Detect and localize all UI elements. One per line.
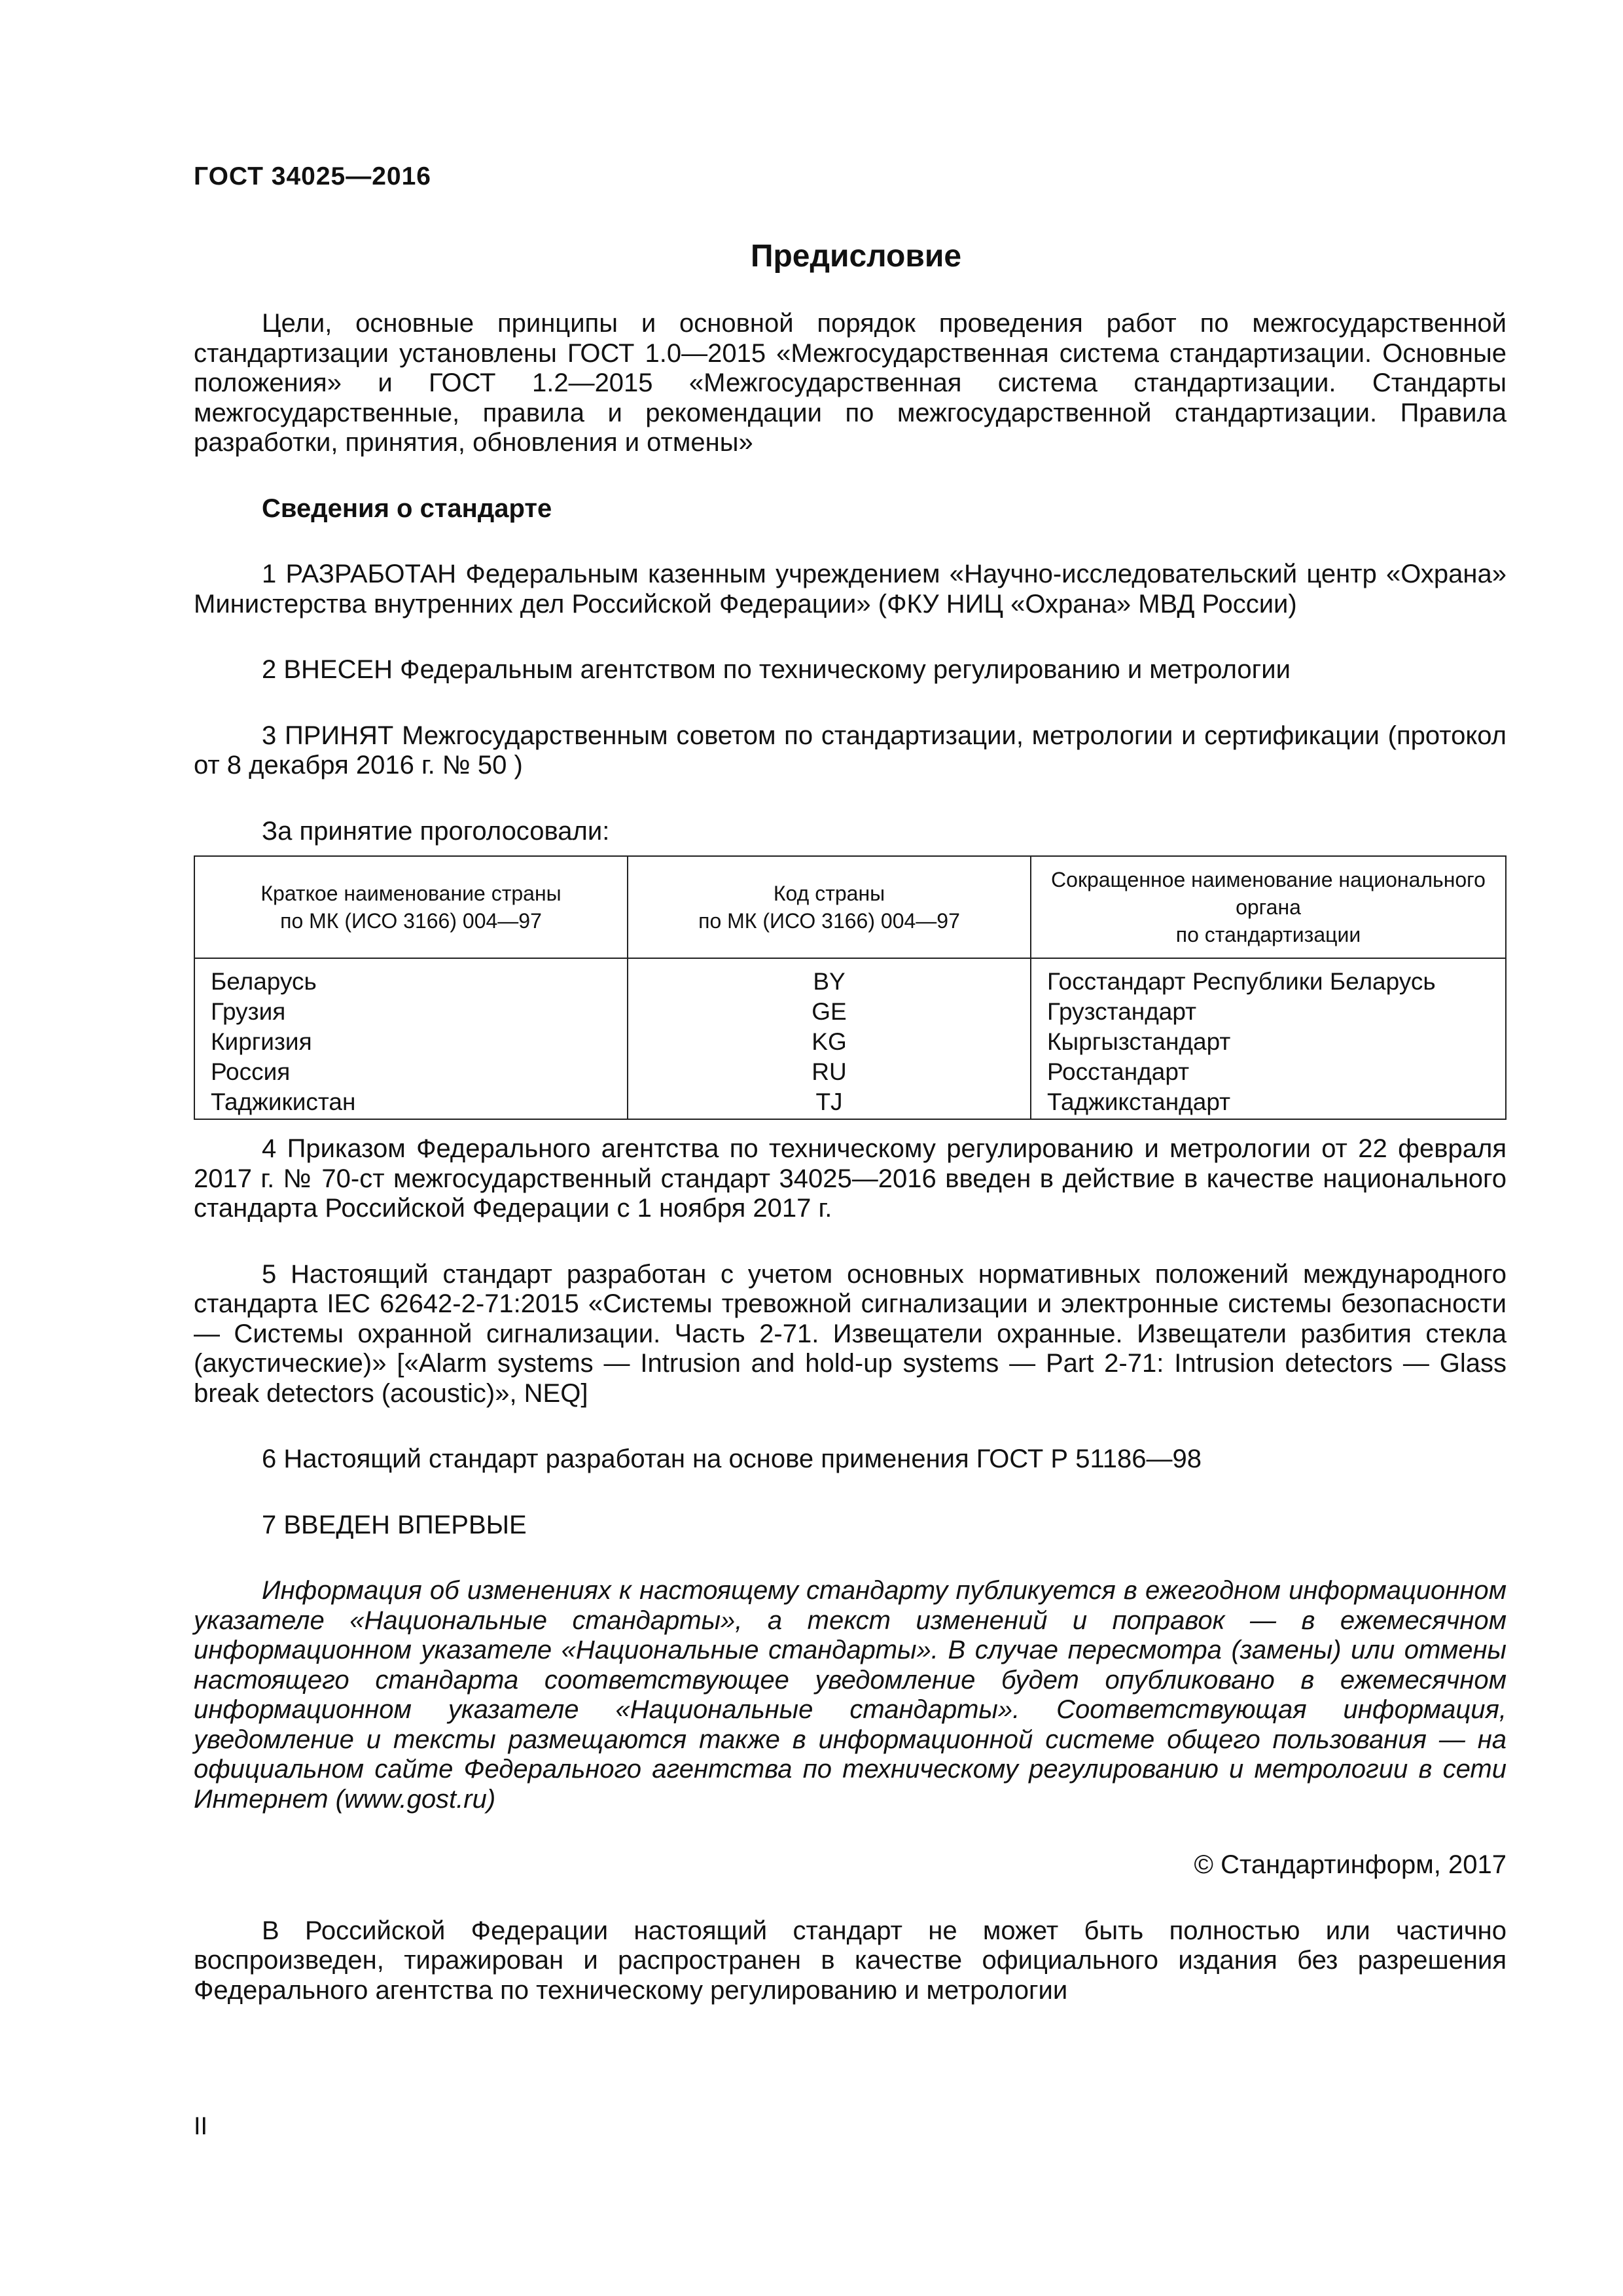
header-code-line1: Код страны [773,882,885,905]
cell-code: GE [628,997,1031,1027]
notice-paragraph: Информация об изменениях к настоящему стандарту публикуется в ежегодном информационном указателе «Национальные стандарты», а текст изменений и поправок — в ежемесячном информационном указателе «Национальные стандарты». В случае пересмотра (замены) или отмены настоящего стандарта соответствующее уведомление будет опубликовано в ежемесячном информационном указателе «Национальные стандарты». Соответствующая информация, уведомление и тексты размещаются также в информационной системе общего пользования — на официальном сайте Федерального агентства по техническому регулированию и метрологии в сети Интернет (www.gost.ru) [194,1576,1507,1814]
table-row [194,1027,1506,1057]
item-4-paragraph: 4 Приказом Федерального агентства по техническому регулированию и метрологии от 22 февраля 2017 г. № 70-ст межгосударственный стандарт 34025—2016 введен в действие в качестве национального стандарта Российской Федерации с 1 ноября 2017 г. [194,1134,1507,1223]
info-heading: Сведения о стандарте [262,493,552,523]
copyright-line: © Стандартинформ, 2017 [1194,1850,1507,1879]
item-3-paragraph: 3 ПРИНЯТ Межгосударственным советом по стандартизации, метрологии и сертификации (протокол от 8 декабря 2016 г. № 50 ) [194,721,1507,780]
cell-body: Грузстандарт [1031,997,1506,1027]
cell-code: RU [628,1057,1031,1087]
header-body [1031,856,1506,958]
cell-country: Беларусь [194,958,628,997]
voting-table [194,855,1507,1120]
table-row [194,1057,1506,1087]
item-6-paragraph: 6 Настоящий стандарт разработан на основе применения ГОСТ Р 51186—98 [262,1444,1202,1473]
table-row [194,997,1506,1027]
header-code [628,856,1031,958]
cell-body: Кыргызстандарт [1031,1027,1506,1057]
table-row [194,1087,1506,1119]
table-row [194,958,1506,997]
voted-caption: За принятие проголосовали: [262,816,610,846]
cell-country: Россия [194,1057,628,1087]
cell-body: Таджикстандарт [1031,1087,1506,1119]
header-country-line2: по МК (ИСО 3166) 004—97 [280,909,542,933]
cell-country: Грузия [194,997,628,1027]
rights-paragraph: В Российской Федерации настоящий стандарт не может быть полностью или частично воспроизведен, тиражирован и распространен в качестве официального издания без разрешения Федерального агентства по техническому регулированию и метрологии [194,1916,1507,2005]
header-country-line1: Краткое наименование страны [260,882,562,905]
cell-country: Киргизия [194,1027,628,1057]
item-2-paragraph: 2 ВНЕСЕН Федеральным агентством по техническому регулированию и метрологии [262,655,1291,684]
document-code-header: ГОСТ 34025—2016 [194,162,431,190]
cell-code: BY [628,958,1031,997]
table-header-row [194,856,1506,958]
notice-block [194,1576,1507,1814]
cell-body: Госстандарт Республики Беларусь [1031,958,1506,997]
header-country [194,856,628,958]
page-number: II [194,2113,208,2140]
header-body-line2: по стандартизации [1175,923,1361,946]
cell-code: TJ [628,1087,1031,1119]
cell-body: Росстандарт [1031,1057,1506,1087]
header-body-line1: Сокращенное наименование национального органа [1051,868,1486,919]
cell-country: Таджикистан [194,1087,628,1119]
page-title: Предисловие [750,239,962,274]
intro-paragraph: Цели, основные принципы и основной порядок проведения работ по межгосударственной стандартизации установлены ГОСТ 1.0—2015 «Межгосударственная система стандартизации. Основные положения» и ГОСТ 1.2—2015 «Межгосударственная система стандартизации. Стандарты межгосударственные, правила и рекомендации по межгосударственной стандартизации. Правила разработки, принятия, обновления и отмены» [194,309,1507,457]
cell-code: KG [628,1027,1031,1057]
item-1-paragraph: 1 РАЗРАБОТАН Федеральным казенным учреждением «Научно-исследовательский центр «Охрана» Министерства внутренних дел Российской Федерации» (ФКУ НИЦ «Охрана» МВД России) [194,560,1507,619]
item-5-paragraph: 5 Настоящий стандарт разработан с учетом основных нормативных положений международного стандарта IEC 62642-2-71:2015 «Системы тревожной сигнализации и электронные системы безопасности — Системы охранной сигнализации. Часть 2-71. Извещатели охранные. Извещатели разбития стекла (акустические)» [«Alarm systems — Intrusion and hold-up systems — Part 2-71: Intrusion detectors — Glass break detectors (acoustic)», NEQ] [194,1259,1507,1408]
header-code-line2: по МК (ИСО 3166) 004—97 [698,909,960,933]
item-7-paragraph: 7 ВВЕДЕН ВПЕРВЫЕ [262,1510,527,1539]
document-body [194,309,1507,2005]
